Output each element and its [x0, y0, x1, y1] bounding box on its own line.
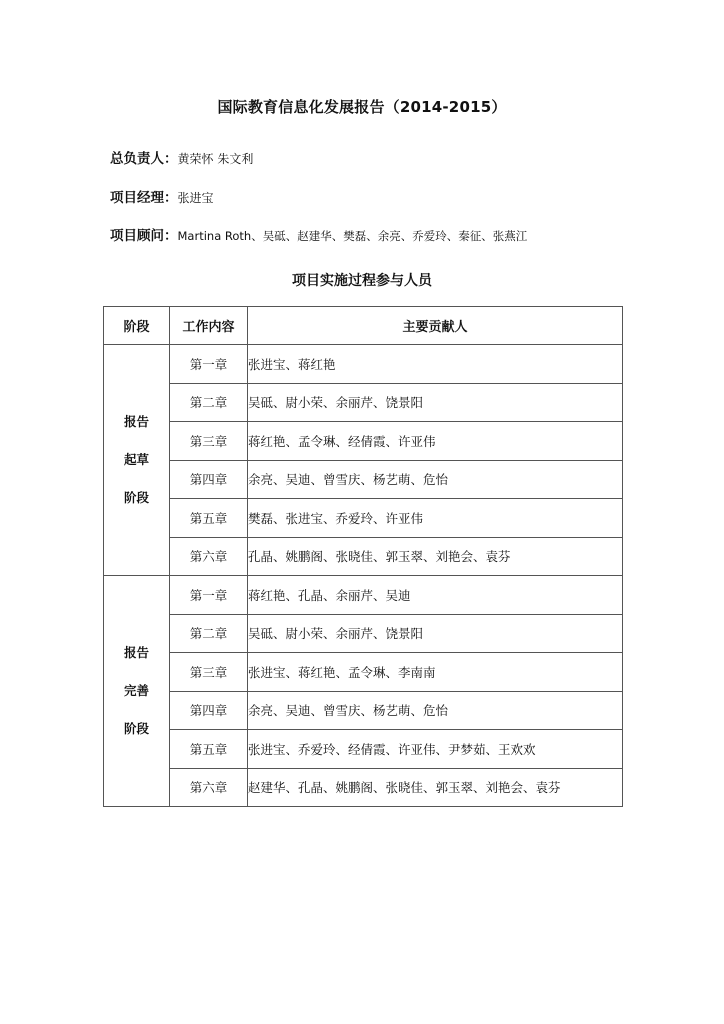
manager-line [110, 186, 214, 206]
section-title: 项目实施过程参与人员 [292, 273, 432, 289]
page-title: 国际教育信息化发展报告（2014-2015） [217, 98, 507, 116]
stage-label: 阶段 [123, 721, 149, 736]
chapter-cell: 第五章 [170, 730, 248, 769]
header-content: 工作内容 [170, 307, 248, 345]
table-row [104, 422, 623, 461]
staff-table [103, 306, 623, 807]
table-row [104, 768, 623, 807]
contributors-cell: 蒋红艳、孔晶、余丽芹、吴迪 [248, 576, 623, 615]
table-header-row [104, 307, 623, 345]
chapter-cell: 第一章 [170, 576, 248, 615]
chapter-cell: 第六章 [170, 537, 248, 576]
leaders-value: 黄荣怀 朱文利 [177, 152, 254, 166]
table-row [104, 537, 623, 576]
contributors-cell: 赵建华、孔晶、姚鹏阁、张晓佳、郭玉翠、刘艳会、袁芬 [248, 768, 623, 807]
manager-label: 项目经理： [110, 190, 178, 206]
table-row [104, 614, 623, 653]
table-row [104, 730, 623, 769]
stage-cell-refinement [104, 576, 170, 807]
advisors-label: 项目顾问： [110, 228, 178, 244]
table-row [104, 499, 623, 538]
contributors-cell: 余亮、吴迪、曾雪庆、杨艺萌、危怡 [248, 460, 623, 499]
header-contributors: 主要贡献人 [248, 307, 623, 345]
contributors-cell: 樊磊、张进宝、乔爱玲、许亚伟 [248, 499, 623, 538]
contributors-cell: 余亮、吴迪、曾雪庆、杨艺萌、危怡 [248, 691, 623, 730]
stage-label: 起草 [123, 452, 149, 467]
chapter-cell: 第二章 [170, 614, 248, 653]
advisors-line [110, 224, 527, 244]
stage-label: 报告 [123, 645, 149, 660]
chapter-cell: 第五章 [170, 499, 248, 538]
table-row [104, 383, 623, 422]
contributors-cell: 孔晶、姚鹏阁、张晓佳、郭玉翠、刘艳会、袁芬 [248, 537, 623, 576]
contributors-cell: 蒋红艳、孟令琳、经倩霞、许亚伟 [248, 422, 623, 461]
table-row [104, 576, 623, 615]
chapter-cell: 第六章 [170, 768, 248, 807]
chapter-cell: 第二章 [170, 383, 248, 422]
chapter-cell: 第四章 [170, 691, 248, 730]
chapter-cell: 第四章 [170, 460, 248, 499]
chapter-cell: 第三章 [170, 653, 248, 692]
contributors-cell: 张进宝、蒋红艳、孟令琳、李南南 [248, 653, 623, 692]
leaders-label: 总负责人： [110, 151, 178, 167]
contributors-cell: 张进宝、乔爱玲、经倩霞、许亚伟、尹梦茹、王欢欢 [248, 730, 623, 769]
table-row [104, 691, 623, 730]
leaders-line [110, 147, 253, 167]
table-row [104, 460, 623, 499]
stage-cell-drafting [104, 345, 170, 576]
chapter-cell: 第三章 [170, 422, 248, 461]
chapter-cell: 第一章 [170, 345, 248, 384]
stage-label: 完善 [123, 683, 149, 698]
contributors-cell: 张进宝、蒋红艳 [248, 345, 623, 384]
contributors-cell: 吴砥、尉小荣、余丽芹、饶景阳 [248, 614, 623, 653]
table-row [104, 653, 623, 692]
stage-label: 阶段 [123, 490, 149, 505]
contributors-cell: 吴砥、尉小荣、余丽芹、饶景阳 [248, 383, 623, 422]
manager-value: 张进宝 [177, 191, 214, 205]
header-stage: 阶段 [104, 307, 170, 345]
stage-label: 报告 [123, 414, 149, 429]
advisors-value: Martina Roth、吴砥、赵建华、樊磊、余亮、乔爱玲、秦征、张燕江 [177, 229, 528, 243]
table-row [104, 345, 623, 384]
